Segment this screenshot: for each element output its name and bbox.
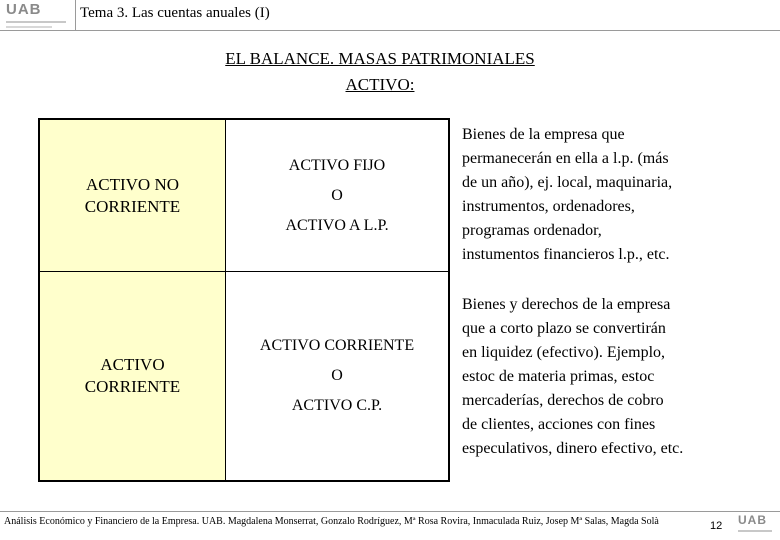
- name-cell-current-assets: [226, 272, 448, 480]
- footer-credits: Análisis Económico y Financiero de la Empresa. UAB. Magdalena Monserrat, Gonzalo Rodríguez, Mª Rosa Rovira, Inmaculada Ruiz, Josep Mª Salas, Magda Solà: [4, 516, 659, 527]
- description-line: programas ordenador,: [462, 222, 602, 239]
- uab-logo-mark: UAB: [738, 513, 767, 527]
- description-line: Bienes y derechos de la empresa: [462, 296, 671, 313]
- description-line: de un año), ej. local, maquinaria,: [462, 174, 673, 191]
- logo-subtitle-line: [6, 21, 66, 23]
- description-line: de clientes, acciones con fines: [462, 416, 656, 433]
- slide-header-title: Tema 3. Las cuentas anuales (I): [80, 5, 270, 21]
- asset-name-line: ACTIVO CORRIENTE: [259, 337, 415, 354]
- category-label-line: CORRIENTE: [84, 196, 181, 216]
- description-line: estoc de materia primas, estoc: [462, 368, 655, 385]
- logo-subtitle-line: [6, 26, 52, 28]
- header-rule: [0, 30, 780, 31]
- asset-name-line: ACTIVO FIJO: [288, 156, 386, 174]
- page-number: 12: [710, 520, 723, 532]
- description-line: en liquidez (efectivo). Ejemplo,: [462, 344, 666, 361]
- category-cell-non-current: [40, 120, 226, 272]
- category-label-line: ACTIVO NO: [85, 174, 180, 194]
- asset-name-line: O: [331, 367, 343, 384]
- uab-logo: [6, 2, 74, 38]
- category-cell-current: [40, 272, 226, 480]
- slide-subtitle: ACTIVO:: [345, 75, 415, 94]
- uab-logo-footer: [738, 514, 776, 540]
- uab-logo-mark: UAB: [6, 1, 42, 18]
- description-line: mercaderías, derechos de cobro: [462, 392, 664, 409]
- asset-classification-table: [38, 118, 450, 482]
- description-current: [462, 293, 747, 461]
- description-line: que a corto plazo se convertirán: [462, 320, 666, 337]
- description-non-current: [462, 123, 747, 267]
- description-line: instumentos financieros l.p., etc.: [462, 246, 670, 263]
- name-cell-fixed-assets: [226, 120, 448, 272]
- slide-title: EL BALANCE. MASAS PATRIMONIALES: [225, 49, 535, 68]
- description-line: permanecerán en ella a l.p. (más: [462, 150, 669, 167]
- asset-name-line: O: [331, 186, 343, 204]
- description-line: especulativos, dinero efectivo, etc.: [462, 440, 684, 457]
- header-separator: [75, 0, 76, 31]
- footer-rule: [0, 511, 780, 512]
- asset-name-line: ACTIVO A L.P.: [285, 216, 389, 234]
- asset-name-line: ACTIVO C.P.: [291, 397, 383, 414]
- logo-subtitle-line: [738, 530, 772, 532]
- description-line: instrumentos, ordenadores,: [462, 198, 635, 215]
- category-label-line: CORRIENTE: [84, 377, 181, 396]
- description-line: Bienes de la empresa que: [462, 126, 625, 143]
- category-label-line: ACTIVO: [100, 355, 165, 374]
